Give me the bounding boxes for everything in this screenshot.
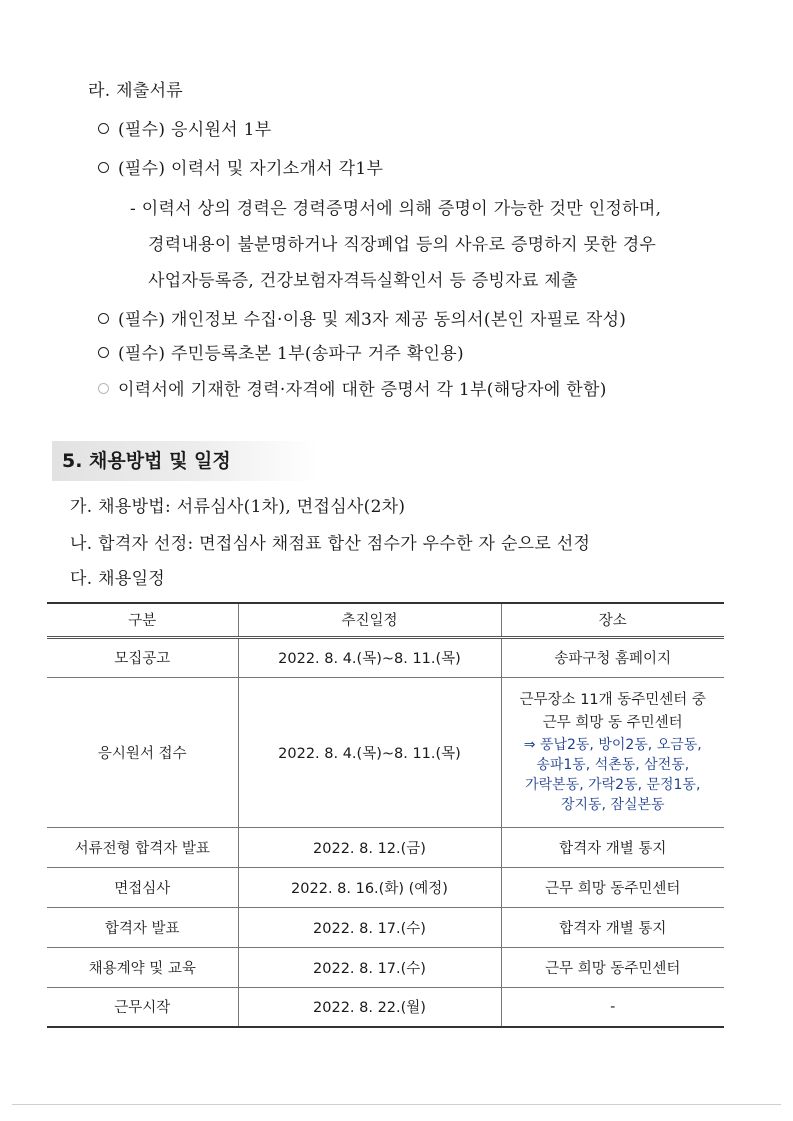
- date-cell: 2022. 8. 12.(금): [238, 827, 501, 867]
- circle-bullet-icon: [98, 123, 109, 134]
- date-cell: 2022. 8. 16.(화) (예정): [238, 867, 501, 907]
- resume-note-line: 사업자등록증, 건강보험자격득실확인서 등 증빙자료 제출: [148, 271, 578, 291]
- doc-item-text: (필수) 주민등록초본 1부(송파구 거주 확인용): [118, 344, 464, 364]
- doc-item-text: (필수) 응시원서 1부: [118, 120, 272, 140]
- method-line: 가. 채용방법: 서류심사(1차), 면접심사(2차): [70, 497, 406, 517]
- schedule-table: [47, 602, 724, 1028]
- column-header: 추진일정: [238, 603, 501, 637]
- stage-cell: 근무시작: [47, 987, 238, 1027]
- column-header: 구분: [47, 603, 238, 637]
- resume-note-line: 경력내용이 불분명하거나 직장폐업 등의 사유로 증명하지 못한 경우: [148, 235, 657, 255]
- doc-item-text: (필수) 개인정보 수집·이용 및 제3자 제공 동의서(본인 자필로 작성): [118, 310, 627, 330]
- date-cell: 2022. 8. 22.(월): [238, 987, 501, 1027]
- place-detail-line: 송파1동, 석촌동, 삼전동,: [536, 757, 690, 773]
- place-cell: 합격자 개별 통지: [501, 827, 724, 867]
- place-cell: 근무 희망 동주민센터: [501, 947, 724, 987]
- doc-item-text: 이력서에 기재한 경력·자격에 대한 증명서 각 1부(해당자에 한함): [118, 380, 607, 400]
- place-cell: [501, 677, 724, 827]
- doc-item-privacy-consent: [98, 309, 626, 331]
- stage-cell: 채용계약 및 교육: [47, 947, 238, 987]
- doc-item-certificates: [98, 379, 607, 401]
- table-row: [47, 987, 724, 1027]
- date-cell: 2022. 8. 4.(목)~8. 11.(목): [238, 677, 501, 827]
- doc-item-resident-record: [98, 343, 464, 365]
- place-cell: 근무 희망 동주민센터: [501, 867, 724, 907]
- doc-item-resume: [98, 158, 383, 180]
- submission-heading: 라. 제출서류: [88, 81, 184, 101]
- place-cell: -: [501, 987, 724, 1027]
- stage-cell: 모집공고: [47, 637, 238, 677]
- doc-item-application: [98, 119, 271, 141]
- resume-note-line: - 이력서 상의 경력은 경력증명서에 의해 증명이 가능한 것만 인정하며,: [130, 199, 662, 219]
- table-header-row: [47, 603, 724, 637]
- table-row: [47, 677, 724, 827]
- stage-cell: 면접심사: [47, 867, 238, 907]
- table-row: [47, 947, 724, 987]
- place-detail-line: 장지동, 잠실본동: [560, 797, 665, 813]
- stage-cell: 합격자 발표: [47, 907, 238, 947]
- table-row: [47, 637, 724, 677]
- place-detail-line: 가락본동, 가락2동, 문정1동,: [525, 777, 701, 793]
- section-title: 5. 채용방법 및 일정: [52, 441, 318, 481]
- schedule-label: 다. 채용일정: [70, 569, 166, 589]
- place-cell: 합격자 개별 통지: [501, 907, 724, 947]
- place-line: 근무장소 11개 동주민센터 중: [519, 692, 706, 708]
- table-row: [47, 907, 724, 947]
- stage-cell: 응시원서 접수: [47, 677, 238, 827]
- circle-bullet-icon: [98, 162, 109, 173]
- date-cell: 2022. 8. 4.(목)~8. 11.(목): [238, 637, 501, 677]
- stage-cell: 서류전형 합격자 발표: [47, 827, 238, 867]
- place-cell: 송파구청 홈페이지: [501, 637, 724, 677]
- date-cell: 2022. 8. 17.(수): [238, 947, 501, 987]
- table-row: [47, 827, 724, 867]
- page-bottom-rule: [12, 1104, 781, 1105]
- place-detail-line: ⇒ 풍납2동, 방이2동, 오금동,: [523, 737, 702, 753]
- circle-bullet-icon: [98, 347, 109, 358]
- circle-bullet-icon: [98, 383, 109, 394]
- column-header: 장소: [501, 603, 724, 637]
- circle-bullet-icon: [98, 313, 109, 324]
- doc-item-text: (필수) 이력서 및 자기소개서 각1부: [118, 159, 384, 179]
- table-row: [47, 867, 724, 907]
- date-cell: 2022. 8. 17.(수): [238, 907, 501, 947]
- place-line: 근무 희망 동 주민센터: [542, 715, 683, 731]
- selection-line: 나. 합격자 선정: 면접심사 채점표 합산 점수가 우수한 자 순으로 선정: [70, 534, 591, 554]
